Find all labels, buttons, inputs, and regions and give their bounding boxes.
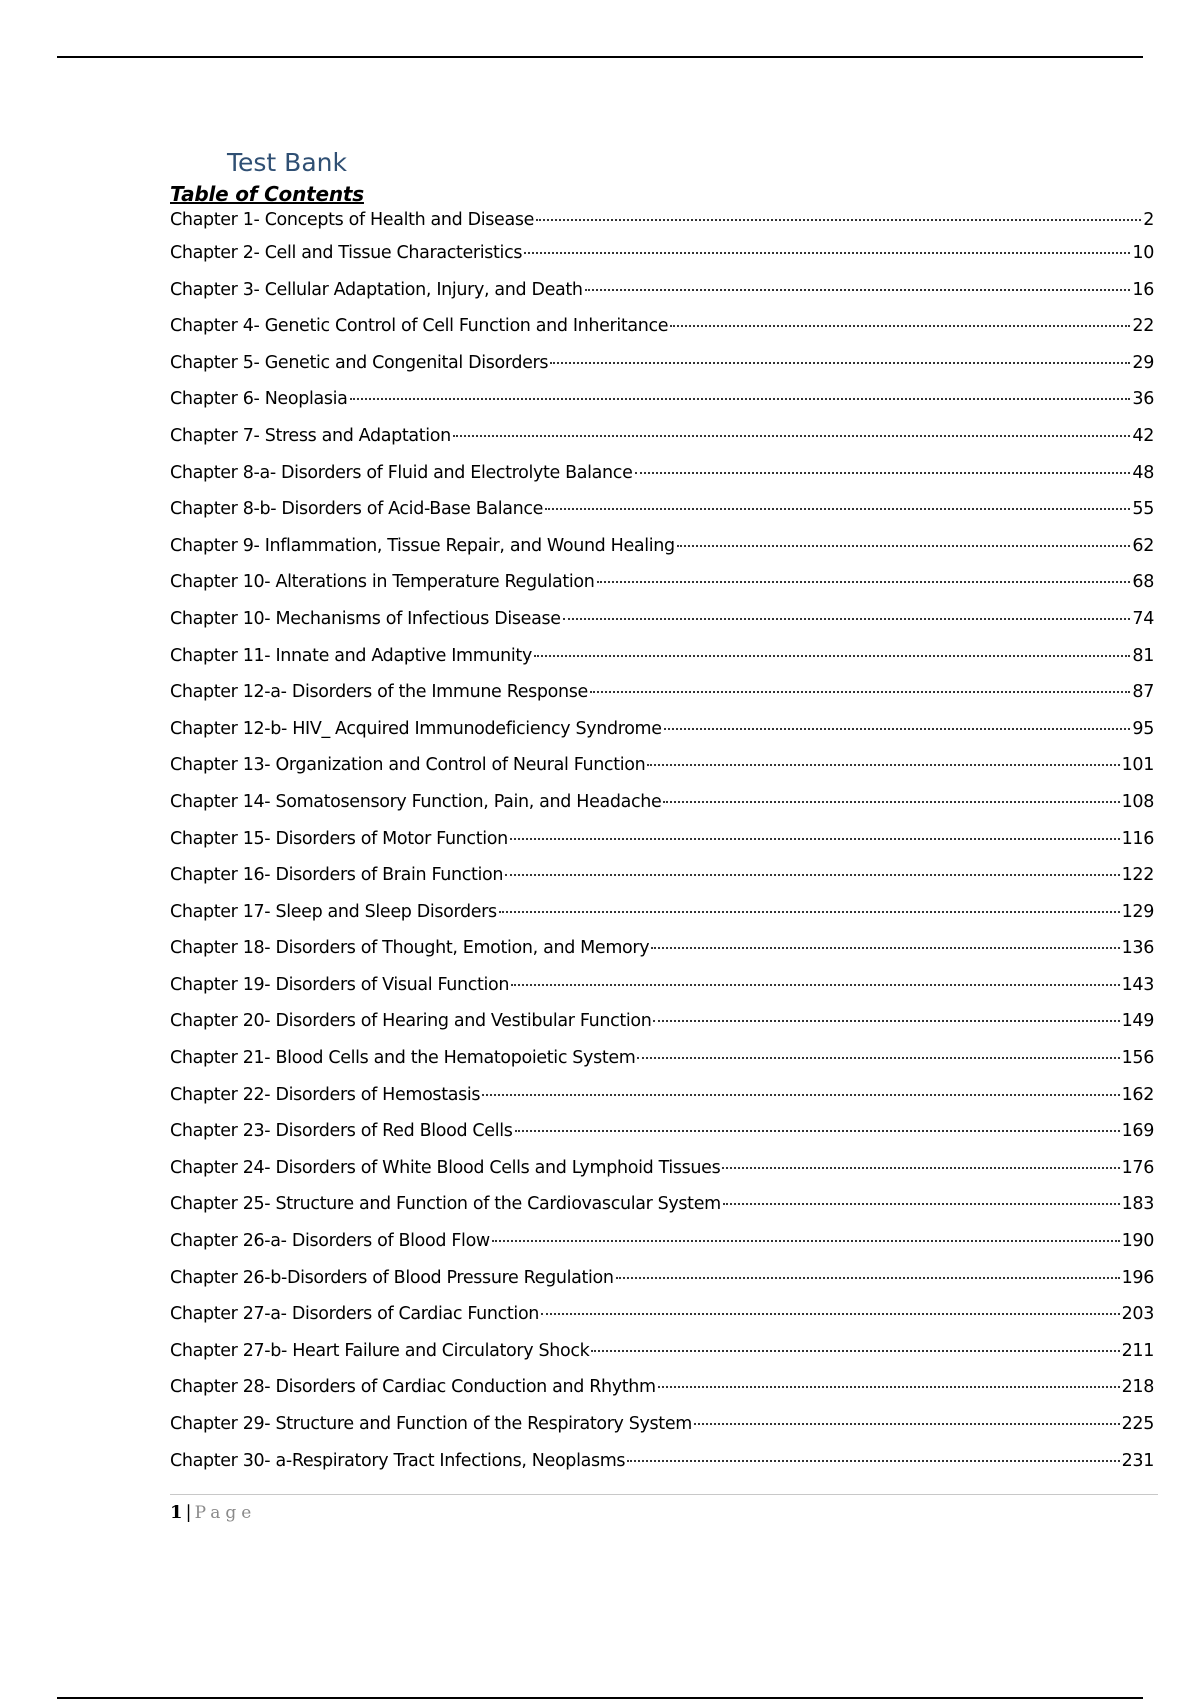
toc-entry[interactable] xyxy=(170,345,1154,382)
toc-dot-leader xyxy=(616,1277,1120,1279)
toc-entry-page: 48 xyxy=(1132,462,1154,483)
toc-entry-page: 81 xyxy=(1132,645,1154,666)
toc-dot-leader xyxy=(350,398,1131,400)
toc-entry-title: Chapter 4- Genetic Control of Cell Function and Inheritance xyxy=(170,316,669,337)
toc-entry-title: Chapter 27-b- Heart Failure and Circulatory Shock xyxy=(170,1340,590,1361)
toc-dot-leader xyxy=(664,728,1131,730)
toc-entry[interactable] xyxy=(170,418,1154,455)
toc-entry[interactable] xyxy=(170,1113,1154,1150)
toc-entry-page: 74 xyxy=(1132,608,1154,629)
toc-entry-title: Chapter 17- Sleep and Sleep Disorders xyxy=(170,901,497,922)
toc-entry[interactable] xyxy=(170,491,1154,528)
toc-entry-page: 176 xyxy=(1121,1157,1154,1178)
toc-entry-title: Chapter 26-b-Disorders of Blood Pressure Regulation xyxy=(170,1267,614,1288)
toc-entry-title: Chapter 8-b- Disorders of Acid-Base Balance xyxy=(170,499,544,520)
toc-dot-leader xyxy=(515,1130,1120,1132)
toc-entry-page: 156 xyxy=(1121,1048,1154,1069)
toc-entry[interactable] xyxy=(170,1040,1154,1077)
toc-entry-page: 36 xyxy=(1132,389,1154,410)
toc-entry[interactable] xyxy=(170,930,1154,967)
toc-entry-page: 22 xyxy=(1132,316,1154,337)
toc-dot-leader xyxy=(524,252,1130,254)
toc-entry[interactable] xyxy=(170,1150,1154,1187)
toc-entry-page: 29 xyxy=(1132,352,1154,373)
toc-entry-page: 122 xyxy=(1121,865,1154,886)
toc-entry-page: 87 xyxy=(1132,682,1154,703)
toc-dot-leader xyxy=(590,691,1130,693)
toc-heading: Table of Contents xyxy=(170,182,364,206)
toc-entry-title: Chapter 18- Disorders of Thought, Emotion, and Memory xyxy=(170,938,650,959)
toc-entry[interactable] xyxy=(170,455,1154,492)
toc-entry[interactable] xyxy=(170,206,1154,235)
toc-list xyxy=(170,206,1154,1479)
toc-dot-leader xyxy=(482,1094,1120,1096)
toc-entry[interactable] xyxy=(170,1296,1154,1333)
toc-entry-page: 55 xyxy=(1132,499,1154,520)
document-body xyxy=(170,146,1154,1479)
toc-dot-leader xyxy=(591,1350,1119,1352)
toc-entry-page: 231 xyxy=(1121,1450,1154,1471)
toc-entry[interactable] xyxy=(170,1443,1154,1480)
toc-dot-leader xyxy=(653,1020,1119,1022)
toc-entry-page: 136 xyxy=(1121,938,1154,959)
toc-entry-page: 203 xyxy=(1121,1304,1154,1325)
toc-entry[interactable] xyxy=(170,381,1154,418)
toc-dot-leader xyxy=(677,545,1131,547)
toc-entry-title: Chapter 1- Concepts of Health and Disease xyxy=(170,210,535,230)
toc-dot-leader xyxy=(670,325,1130,327)
toc-entry-page: 143 xyxy=(1121,974,1154,995)
toc-dot-leader xyxy=(541,1313,1120,1315)
toc-entry-page: 196 xyxy=(1121,1267,1154,1288)
footer-page-number: 1 xyxy=(170,1502,183,1523)
toc-entry[interactable] xyxy=(170,784,1154,821)
toc-entry[interactable] xyxy=(170,1333,1154,1370)
toc-entry-title: Chapter 14- Somatosensory Function, Pain, and Headache xyxy=(170,791,662,812)
toc-entry[interactable] xyxy=(170,674,1154,711)
toc-dot-leader xyxy=(694,1423,1120,1425)
toc-entry-page: 169 xyxy=(1121,1121,1154,1142)
footer-page-word: Page xyxy=(194,1503,257,1523)
toc-entry-page: 2 xyxy=(1143,210,1154,230)
toc-dot-leader xyxy=(647,764,1119,766)
toc-dot-leader xyxy=(499,911,1120,913)
toc-entry[interactable] xyxy=(170,564,1154,601)
toc-entry-page: 129 xyxy=(1121,901,1154,922)
toc-entry-title: Chapter 24- Disorders of White Blood Cells and Lymphoid Tissues xyxy=(170,1157,721,1178)
toc-entry[interactable] xyxy=(170,638,1154,675)
toc-dot-leader xyxy=(492,1240,1120,1242)
toc-entry-title: Chapter 2- Cell and Tissue Characteristics xyxy=(170,243,523,263)
toc-dot-leader xyxy=(658,1386,1120,1388)
toc-entry-page: 225 xyxy=(1121,1414,1154,1434)
toc-dot-leader xyxy=(534,655,1130,657)
toc-entry-page: 218 xyxy=(1121,1377,1154,1398)
toc-entry-page: 162 xyxy=(1121,1084,1154,1105)
toc-entry-title: Chapter 25- Structure and Function of the Cardiovascular System xyxy=(170,1194,721,1215)
toc-entry[interactable] xyxy=(170,967,1154,1004)
toc-dot-leader xyxy=(545,508,1130,510)
toc-entry-title: Chapter 7- Stress and Adaptation xyxy=(170,425,451,446)
toc-entry[interactable] xyxy=(170,1223,1154,1260)
toc-entry[interactable] xyxy=(170,711,1154,748)
toc-entry-title: Chapter 8-a- Disorders of Fluid and Electrolyte Balance xyxy=(170,462,633,483)
bottom-rule xyxy=(57,1697,1143,1699)
toc-entry-title: Chapter 12-b- HIV_ Acquired Immunodeficiency Syndrome xyxy=(170,718,662,739)
toc-entry-page: 95 xyxy=(1132,718,1154,739)
toc-entry-title: Chapter 16- Disorders of Brain Function xyxy=(170,865,504,886)
toc-dot-leader xyxy=(637,1057,1119,1059)
toc-dot-leader xyxy=(597,581,1131,583)
footer-separator: | xyxy=(185,1502,192,1523)
toc-entry[interactable] xyxy=(170,601,1154,638)
toc-entry[interactable] xyxy=(170,1369,1154,1406)
toc-entry[interactable] xyxy=(170,857,1154,894)
toc-entry-page: 101 xyxy=(1121,755,1154,776)
toc-entry-page: 16 xyxy=(1132,279,1154,300)
toc-dot-leader xyxy=(453,435,1131,437)
toc-dot-leader xyxy=(635,472,1131,474)
toc-entry-page: 108 xyxy=(1121,791,1154,812)
toc-entry-page: 68 xyxy=(1132,572,1154,593)
toc-entry[interactable] xyxy=(170,1406,1154,1443)
toc-entry[interactable] xyxy=(170,272,1154,309)
toc-entry-page: 211 xyxy=(1121,1340,1154,1361)
toc-entry-page: 183 xyxy=(1121,1194,1154,1215)
toc-entry[interactable] xyxy=(170,1003,1154,1040)
toc-entry-title: Chapter 30- a-Respiratory Tract Infections, Neoplasms xyxy=(170,1450,626,1471)
toc-entry-title: Chapter 19- Disorders of Visual Function xyxy=(170,974,510,995)
toc-entry[interactable] xyxy=(170,235,1154,272)
toc-dot-leader xyxy=(550,362,1130,364)
toc-entry-title: Chapter 3- Cellular Adaptation, Injury, and Death xyxy=(170,279,583,300)
toc-dot-leader xyxy=(663,801,1119,803)
toc-entry[interactable] xyxy=(170,308,1154,345)
toc-entry-title: Chapter 13- Organization and Control of Neural Function xyxy=(170,755,646,776)
toc-entry-page: 116 xyxy=(1121,828,1154,849)
toc-entry-title: Chapter 15- Disorders of Motor Function xyxy=(170,828,508,849)
document-title: Test Bank xyxy=(227,148,347,177)
toc-dot-leader xyxy=(585,289,1131,291)
toc-dot-leader xyxy=(510,838,1120,840)
toc-entry[interactable] xyxy=(170,1260,1154,1297)
toc-dot-leader xyxy=(563,618,1131,620)
toc-entry[interactable] xyxy=(170,894,1154,931)
toc-entry-title: Chapter 9- Inflammation, Tissue Repair, and Wound Healing xyxy=(170,535,675,556)
toc-entry-title: Chapter 23- Disorders of Red Blood Cells xyxy=(170,1121,513,1142)
toc-dot-leader xyxy=(511,984,1119,986)
toc-entry-page: 10 xyxy=(1132,243,1154,263)
toc-dot-leader xyxy=(651,947,1119,949)
toc-entry[interactable] xyxy=(170,1077,1154,1114)
toc-entry-title: Chapter 11- Innate and Adaptive Immunity xyxy=(170,645,532,666)
toc-entry-title: Chapter 20- Disorders of Hearing and Vestibular Function xyxy=(170,1011,652,1032)
toc-dot-leader xyxy=(723,1203,1120,1205)
toc-entry-title: Chapter 29- Structure and Function of the Respiratory System xyxy=(170,1414,692,1434)
toc-entry-title: Chapter 6- Neoplasia xyxy=(170,389,348,410)
toc-entry-page: 62 xyxy=(1132,535,1154,556)
toc-entry[interactable] xyxy=(170,528,1154,565)
toc-entry[interactable] xyxy=(170,821,1154,858)
toc-entry[interactable] xyxy=(170,747,1154,784)
toc-entry-title: Chapter 12-a- Disorders of the Immune Response xyxy=(170,682,588,703)
toc-entry-title: Chapter 5- Genetic and Congenital Disorders xyxy=(170,352,549,373)
toc-entry-page: 149 xyxy=(1121,1011,1154,1032)
toc-entry-page: 42 xyxy=(1132,425,1154,446)
top-rule xyxy=(57,56,1143,58)
toc-entry-page: 190 xyxy=(1121,1231,1154,1252)
toc-dot-leader xyxy=(627,1460,1119,1462)
toc-entry-title: Chapter 26-a- Disorders of Blood Flow xyxy=(170,1231,490,1252)
toc-entry-title: Chapter 28- Disorders of Cardiac Conduction and Rhythm xyxy=(170,1377,656,1398)
toc-entry-title: Chapter 10- Alterations in Temperature Regulation xyxy=(170,572,595,593)
toc-entry-title: Chapter 27-a- Disorders of Cardiac Function xyxy=(170,1304,540,1325)
toc-dot-leader xyxy=(722,1167,1119,1169)
toc-entry-title: Chapter 21- Blood Cells and the Hematopoietic System xyxy=(170,1048,636,1069)
toc-dot-leader xyxy=(505,874,1120,876)
toc-entry-title: Chapter 10- Mechanisms of Infectious Disease xyxy=(170,608,561,629)
toc-entry[interactable] xyxy=(170,1186,1154,1223)
toc-dot-leader xyxy=(536,219,1141,221)
toc-entry-title: Chapter 22- Disorders of Hemostasis xyxy=(170,1084,481,1105)
page-footer xyxy=(170,1494,1158,1525)
